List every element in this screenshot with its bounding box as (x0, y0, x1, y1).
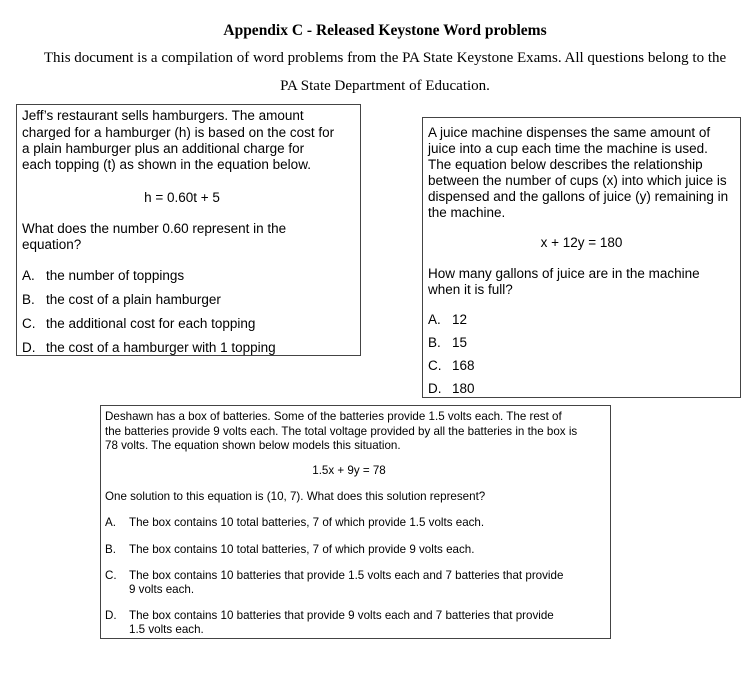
choice-text: the cost of a plain hamburger (46, 292, 221, 307)
stem-line: A juice machine dispenses the same amount of (428, 125, 711, 140)
choice-c[interactable] (428, 359, 475, 373)
equation: h = 0.60t + 5 (144, 190, 220, 205)
choice-text: the number of toppings (46, 268, 185, 283)
choice-letter: B. (105, 543, 116, 556)
choice-c[interactable] (22, 317, 255, 331)
question-line: One solution to this equation is (10, 7). What does this solution represent? (105, 490, 486, 503)
choice-text: The box contains 10 total batteries, 7 of which provide 1.5 volts each. (129, 516, 485, 529)
choice-letter: C. (105, 569, 117, 582)
choice-letter: C. (428, 358, 442, 373)
choice-text-continued: 1.5 volts each. (129, 623, 204, 636)
choice-letter: C. (22, 316, 36, 331)
choice-letter: D. (105, 609, 117, 622)
choice-text: The box contains 10 total batteries, 7 of which provide 9 volts each. (129, 543, 475, 556)
choice-text: The box contains 10 batteries that provide 9 volts each and 7 batteries that provide (129, 609, 554, 622)
choice-a[interactable] (22, 269, 184, 283)
document-title: Appendix C - Released Keystone Word problems (223, 22, 547, 39)
choice-letter: D. (22, 340, 36, 355)
question-line: equation? (22, 237, 82, 252)
stem-line: juice into a cup each time the machine is used. (428, 141, 708, 156)
choice-b[interactable] (105, 544, 474, 556)
choice-text: the additional cost for each topping (46, 316, 256, 331)
choice-text: 12 (452, 312, 468, 327)
intro-line-1: This document is a compilation of word problems from the PA State Keystone Exams. All questions belong to the (43, 50, 727, 66)
stem-line: Deshawn has a box of batteries. Some of the batteries provide 1.5 volts each. The rest of (105, 410, 562, 423)
stem-line: between the number of cups (x) into which juice is (428, 173, 727, 188)
stem-line: The equation below describes the relationship (428, 157, 703, 172)
stem-line: charged for a hamburger (h) is based on the cost for (22, 125, 335, 140)
choice-text: The box contains 10 batteries that provide 1.5 volts each and 7 batteries that provide (129, 569, 564, 582)
choice-d[interactable] (428, 382, 475, 396)
choice-text: 168 (452, 358, 475, 373)
choice-b[interactable] (22, 293, 221, 307)
choice-text: 180 (452, 381, 475, 396)
equation: x + 12y = 180 (540, 235, 623, 250)
question-line: How many gallons of juice are in the machine (428, 266, 700, 281)
equation: 1.5x + 9y = 78 (312, 464, 386, 477)
choice-letter: A. (105, 516, 116, 529)
choice-d[interactable] (22, 341, 276, 355)
choice-letter: A. (428, 312, 441, 327)
choice-letter: A. (22, 268, 35, 283)
stem-line: the machine. (428, 205, 506, 220)
stem-line: the batteries provide 9 volts each. The total voltage provided by all the batteries in the box is (105, 425, 578, 438)
problem-batteries (100, 405, 611, 639)
question-line: when it is full? (428, 282, 513, 297)
stem-line: dispensed and the gallons of juice (y) remaining in (428, 189, 729, 204)
problem-hamburger (16, 104, 361, 356)
problem-juice (422, 117, 741, 398)
choice-a[interactable] (105, 517, 484, 529)
choice-text: the cost of a hamburger with 1 topping (46, 340, 276, 355)
intro-line-2: PA State Department of Education. (280, 78, 490, 94)
choice-letter: B. (428, 335, 441, 350)
choice-letter: D. (428, 381, 442, 396)
choice-d[interactable] (105, 610, 554, 622)
choice-b[interactable] (428, 336, 467, 350)
choice-letter: B. (22, 292, 35, 307)
stem-line: each topping (t) as shown in the equation below. (22, 157, 311, 172)
stem-line: Jeff’s restaurant sells hamburgers. The amount (22, 108, 304, 123)
stem-line: 78 volts. The equation shown below models this situation. (105, 439, 401, 452)
question-line: What does the number 0.60 represent in the (22, 221, 287, 236)
choice-text: 15 (452, 335, 468, 350)
choice-a[interactable] (428, 313, 467, 327)
stem-line: a plain hamburger plus an additional charge for (22, 141, 305, 156)
choice-text-continued: 9 volts each. (129, 583, 195, 596)
choice-c[interactable] (105, 570, 563, 582)
